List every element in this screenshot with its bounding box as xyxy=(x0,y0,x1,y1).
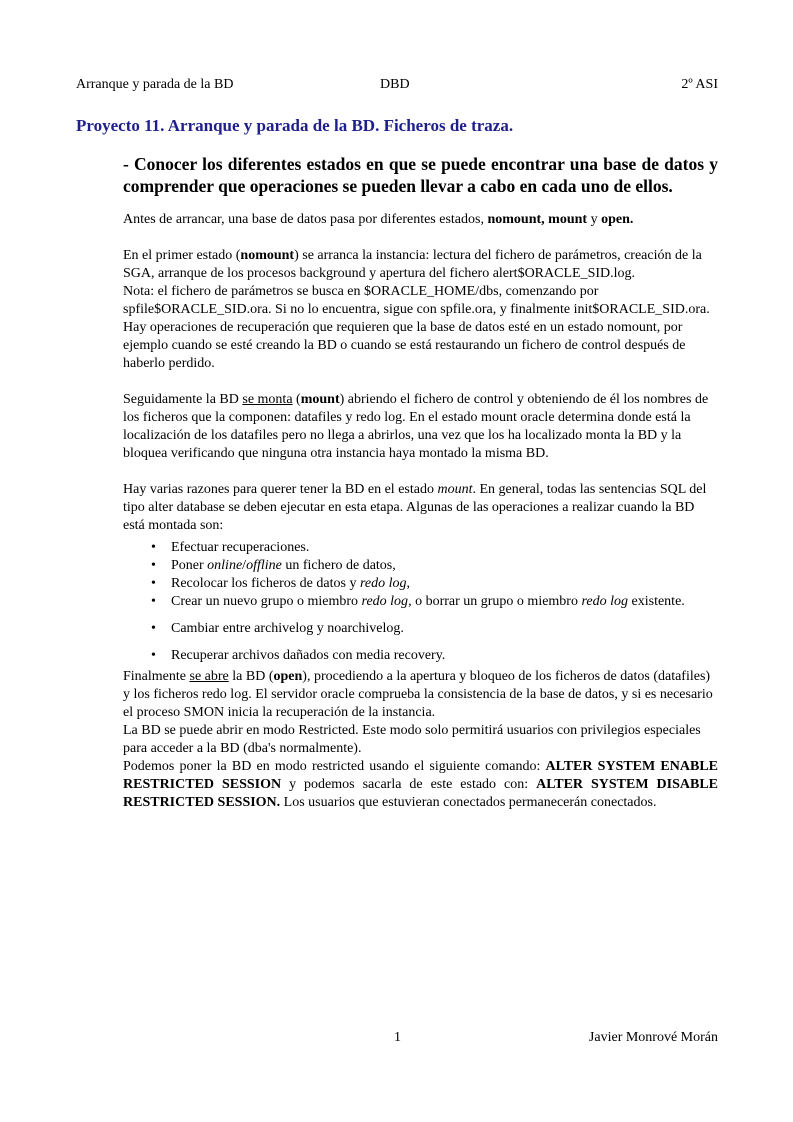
reasons-paragraph: Hay varias razones para querer tener la BD en el estado mount. En general, todas las sentencias SQL del tipo alter database se deben ejecutar en esta etapa. Algunas de las operaciones a realizar cuando la BD está montada son: xyxy=(123,482,707,533)
operations-list xyxy=(123,539,718,665)
nomount-paragraph: En el primer estado (nomount) se arranca la instancia: lectura del fichero de parámetros, creación de la SGA, arranque de los procesos background y apertura del fichero alert$ORACLE_SID.log. xyxy=(123,248,702,281)
restricted-paragraph: La BD se puede abrir en modo Restricted. Este modo solo permitirá usuarios con privilegios especiales para acceder a la BD (dba's normalmente). xyxy=(123,723,701,756)
page-number: 1 xyxy=(394,1030,401,1045)
section-subtitle: - Conocer los diferentes estados en que se puede encontrar una base de datos y comprender que operaciones se pueden llevar a cabo en cada uno de ellos. xyxy=(123,154,718,196)
list-item: • Crear un nuevo grupo o miembro redo log, o borrar un grupo o miembro redo log existente. xyxy=(171,593,718,611)
intro-paragraph: Antes de arrancar, una base de datos pasa por diferentes estados, nomount, mount y open. xyxy=(123,212,634,227)
recovery-paragraph: Hay operaciones de recuperación que requieren que la base de datos esté en un estado nomount, por ejemplo cuando se esté creando la BD o cuando se está restaurando un fichero de control después de haberlo perdido. xyxy=(123,320,686,371)
list-item: • Poner online/offline un fichero de datos, xyxy=(171,557,718,575)
list-item: • Efectuar recuperaciones. xyxy=(171,539,718,557)
document-body xyxy=(123,153,718,812)
list-item: • Recuperar archivos dañados con media recovery. xyxy=(171,647,718,665)
open-paragraph: Finalmente se abre la BD (open), procediendo a la apertura y bloqueo de los ficheros de datos (datafiles) y los ficheros redo log. El servidor oracle comprueba la consistencia de la base de datos, y si es necesario el proceso SMON inicia la recuperación de la instancia. xyxy=(123,669,713,720)
header-center: DBD xyxy=(380,77,410,92)
page-header xyxy=(76,77,718,97)
footer-author: Javier Monrové Morán xyxy=(588,1030,718,1045)
mount-paragraph: Seguidamente la BD se monta (mount) abriendo el fichero de control y obteniendo de él los nombres de los ficheros que la componen: datafiles y redo log. En el estado mount oracle determina donde está la localización de los datafiles pero no llega a abrirlos, una vez que los ha localizado monta la BD y la bloquea verificando que ninguna otra instancia haya montado la misma BD. xyxy=(123,392,709,461)
command-paragraph: Podemos poner la BD en modo restricted usando el siguiente comando: ALTER SYSTEM ENABLE RESTRICTED SESSION y podemos sacarla de este estado con: ALTER SYSTEM DISABLE RESTRICTED SESSION. Los usuarios que estuvieran conectados permanecerán conectados. xyxy=(123,759,719,810)
header-right: 2º ASI xyxy=(681,77,718,92)
page-footer xyxy=(76,1030,718,1050)
list-item: • Recolocar los ficheros de datos y redo log, xyxy=(171,575,718,593)
header-left: Arranque y parada de la BD xyxy=(76,77,234,92)
list-item: • Cambiar entre archivelog y noarchivelog. xyxy=(171,620,718,638)
nota-paragraph: Nota: el fichero de parámetros se busca en $ORACLE_HOME/dbs, comenzando por spfile$ORACLE_SID.ora. Si no lo encuentra, sigue con spfile.ora, y finalmente init$ORACLE_SID.ora. xyxy=(123,284,710,317)
document-title: Proyecto 11. Arranque y parada de la BD. Ficheros de traza. xyxy=(76,116,514,135)
